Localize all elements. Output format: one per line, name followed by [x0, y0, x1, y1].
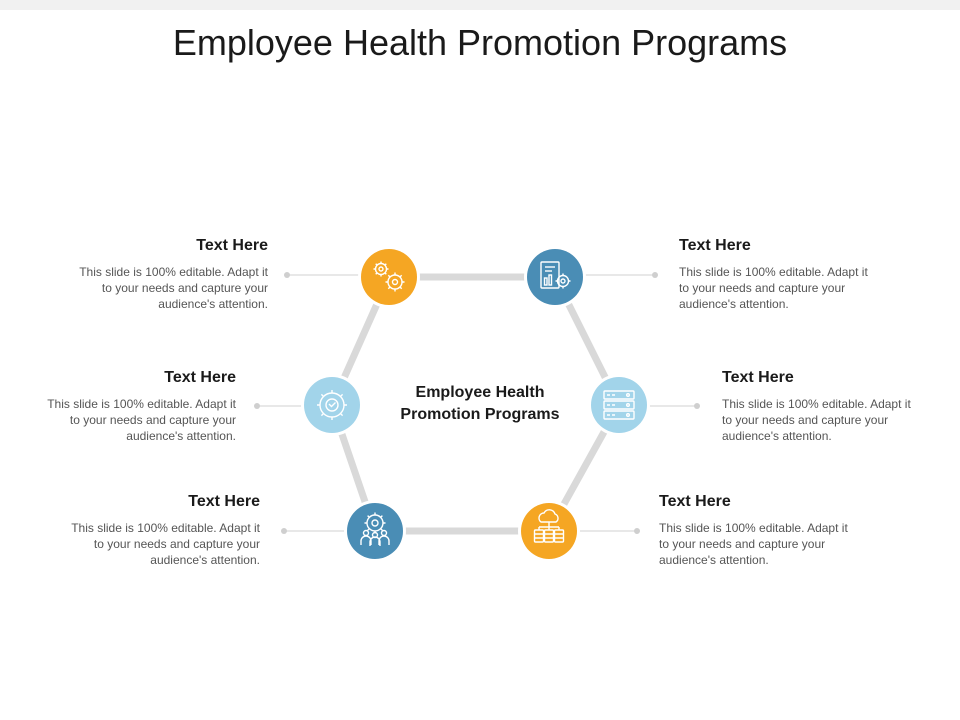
node-cloud — [518, 500, 580, 562]
connector-dot — [254, 403, 260, 409]
node-circle-fill — [521, 503, 577, 559]
block-heading: Text Here — [659, 493, 731, 510]
text-block-bottom-right — [659, 493, 859, 568]
block-heading: Text Here — [679, 237, 751, 254]
center-label — [380, 382, 580, 426]
block-body: This slide is 100% editable. Adapt it to your needs and capture your audience's attention. — [679, 265, 868, 311]
connector-dot — [652, 272, 658, 278]
block-body: This slide is 100% editable. Adapt it to your needs and capture your audience's attention. — [47, 397, 236, 443]
connector-dot — [694, 403, 700, 409]
node-circle-fill — [591, 377, 647, 433]
slide-title: Employee Health Promotion Programs — [172, 22, 788, 63]
text-block-top-left — [68, 237, 268, 312]
node-settings — [301, 374, 363, 436]
center-label-line1: Employee Health — [415, 384, 545, 401]
connector-dot — [281, 528, 287, 534]
node-server — [588, 374, 650, 436]
text-block-right — [722, 369, 922, 444]
block-body: This slide is 100% editable. Adapt it to your needs and capture your audience's attention. — [659, 521, 848, 567]
node-circle-fill — [304, 377, 360, 433]
block-heading: Text Here — [188, 493, 260, 510]
node-report — [524, 246, 586, 308]
center-label-line2: Promotion Programs — [400, 406, 560, 423]
node-circle-fill — [361, 249, 417, 305]
block-body: This slide is 100% editable. Adapt it to your needs and capture your audience's attention. — [79, 265, 268, 311]
node-gears — [358, 246, 420, 308]
text-block-top-right — [679, 237, 879, 312]
node-team — [344, 500, 406, 562]
connector-dot — [634, 528, 640, 534]
block-heading: Text Here — [164, 369, 236, 386]
block-body: This slide is 100% editable. Adapt it to your needs and capture your audience's attention. — [722, 397, 911, 443]
block-heading: Text Here — [722, 369, 794, 386]
block-heading: Text Here — [196, 237, 268, 254]
connector-dot — [284, 272, 290, 278]
node-circle-fill — [527, 249, 583, 305]
text-block-left — [36, 369, 236, 444]
block-body: This slide is 100% editable. Adapt it to your needs and capture your audience's attention. — [71, 521, 260, 567]
text-block-bottom-left — [60, 493, 260, 568]
